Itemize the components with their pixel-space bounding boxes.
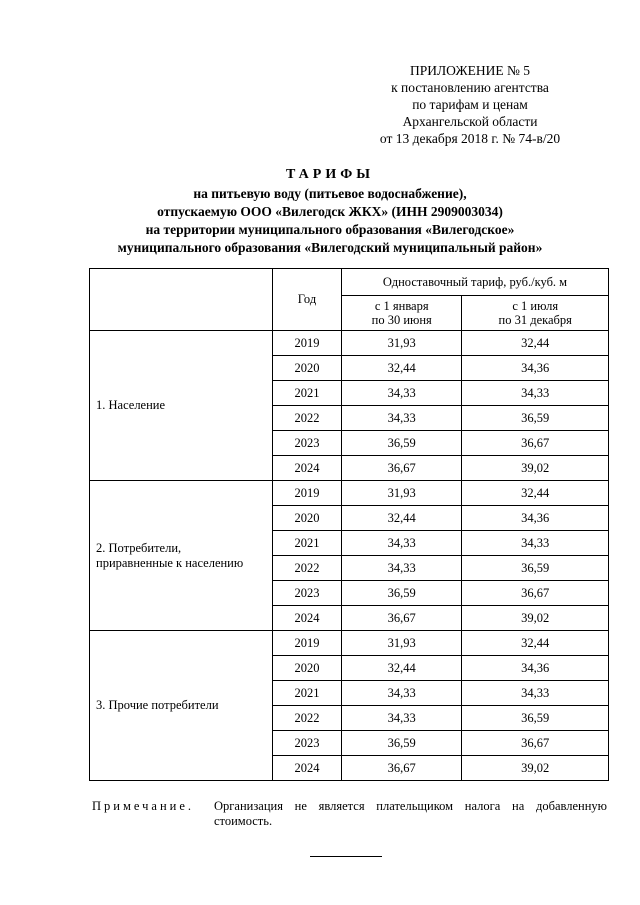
year-header: Год — [273, 269, 342, 331]
note-text: Организация не является плательщиком налога на добавленную стоимость. — [214, 799, 607, 828]
appendix-line: по тарифам и ценам — [412, 97, 528, 112]
year-cell: 2019 — [273, 481, 342, 506]
table-header-row — [90, 269, 609, 296]
year-cell: 2022 — [273, 706, 342, 731]
year-cell: 2023 — [273, 731, 342, 756]
tariff-h2-cell: 34,36 — [462, 356, 609, 381]
note-label: Примечание. — [92, 799, 195, 813]
tariff-h1-cell: 36,59 — [342, 581, 462, 606]
title-line: на питьевую воду (питьевое водоснабжение), — [193, 186, 467, 201]
title-heading: ТАРИФЫ — [286, 167, 374, 182]
table-row — [90, 481, 609, 506]
year-cell: 2022 — [273, 406, 342, 431]
tariff-h2-cell: 36,67 — [462, 431, 609, 456]
year-cell: 2023 — [273, 431, 342, 456]
year-cell: 2022 — [273, 556, 342, 581]
tariff-h1-cell: 36,59 — [342, 731, 462, 756]
tariff-h2-cell: 32,44 — [462, 481, 609, 506]
tariff-h2-cell: 36,67 — [462, 731, 609, 756]
tariff-h2-cell: 34,36 — [462, 656, 609, 681]
tariff-h2-cell: 39,02 — [462, 456, 609, 481]
title-line: на территории муниципального образования «Вилегодское» — [145, 222, 515, 237]
tariff-h1-cell: 36,67 — [342, 606, 462, 631]
year-cell: 2024 — [273, 756, 342, 781]
year-cell: 2024 — [273, 606, 342, 631]
appendix-block — [340, 62, 600, 147]
tariff-h2-cell: 36,59 — [462, 706, 609, 731]
tariff-h1-cell: 32,44 — [342, 356, 462, 381]
tariff-h1-cell: 34,33 — [342, 406, 462, 431]
bottom-divider — [310, 856, 382, 857]
year-cell: 2021 — [273, 681, 342, 706]
tariff-h1-cell: 34,33 — [342, 381, 462, 406]
tariff-h1-cell: 34,33 — [342, 556, 462, 581]
tariff-h1-cell: 36,59 — [342, 431, 462, 456]
tariff-h1-cell: 31,93 — [342, 331, 462, 356]
year-cell: 2023 — [273, 581, 342, 606]
tariff-h2-cell: 34,33 — [462, 681, 609, 706]
title-line: отпускаемую ООО «Вилегодск ЖКХ» (ИНН 2909003034) — [157, 204, 503, 219]
group-header-cell — [90, 269, 273, 331]
tariff-h1-cell: 36,67 — [342, 756, 462, 781]
note-block — [92, 799, 607, 829]
tariff-h1-cell: 34,33 — [342, 706, 462, 731]
tariff-table — [89, 268, 609, 781]
tariff-h2-cell: 34,33 — [462, 531, 609, 556]
title-line: муниципального образования «Вилегодский муниципальный район» — [117, 240, 543, 255]
appendix-line: к постановлению агентства — [391, 80, 549, 95]
tariff-h1-cell: 31,93 — [342, 481, 462, 506]
year-cell: 2019 — [273, 331, 342, 356]
tariff-h2-cell: 39,02 — [462, 606, 609, 631]
year-cell: 2020 — [273, 506, 342, 531]
tariff-h1-cell: 34,33 — [342, 531, 462, 556]
appendix-date: от 13 декабря 2018 г. № 74-в/20 — [379, 131, 561, 146]
year-cell: 2021 — [273, 531, 342, 556]
tariff-h2-cell: 32,44 — [462, 631, 609, 656]
tariff-header: Одноставочный тариф, руб./куб. м — [342, 269, 609, 296]
tariff-h2-cell: 36,67 — [462, 581, 609, 606]
tariff-h2-cell: 36,59 — [462, 556, 609, 581]
tariff-h1-cell: 32,44 — [342, 656, 462, 681]
period-header-2: с 1 июля по 31 декабря — [462, 296, 609, 331]
year-cell: 2019 — [273, 631, 342, 656]
tariff-h2-cell: 32,44 — [462, 331, 609, 356]
table-row — [90, 331, 609, 356]
tariff-h2-cell: 34,33 — [462, 381, 609, 406]
year-cell: 2024 — [273, 456, 342, 481]
consumer-group-label: 3. Прочие потребители — [90, 631, 273, 781]
tariff-h1-cell: 32,44 — [342, 506, 462, 531]
tariff-h2-cell: 34,36 — [462, 506, 609, 531]
tariff-h2-cell: 39,02 — [462, 756, 609, 781]
tariff-h1-cell: 36,67 — [342, 456, 462, 481]
appendix-line: Архангельской области — [402, 114, 538, 129]
tariff-h1-cell: 34,33 — [342, 681, 462, 706]
year-cell: 2020 — [273, 656, 342, 681]
document-title — [60, 166, 600, 257]
tariff-h1-cell: 31,93 — [342, 631, 462, 656]
table-row — [90, 631, 609, 656]
year-cell: 2020 — [273, 356, 342, 381]
consumer-group-label: 1. Население — [90, 331, 273, 481]
year-cell: 2021 — [273, 381, 342, 406]
tariff-h2-cell: 36,59 — [462, 406, 609, 431]
consumer-group-label: 2. Потребители, приравненные к населению — [90, 481, 273, 631]
appendix-number: ПРИЛОЖЕНИЕ № 5 — [409, 63, 531, 78]
period-header-1: с 1 января по 30 июня — [342, 296, 462, 331]
